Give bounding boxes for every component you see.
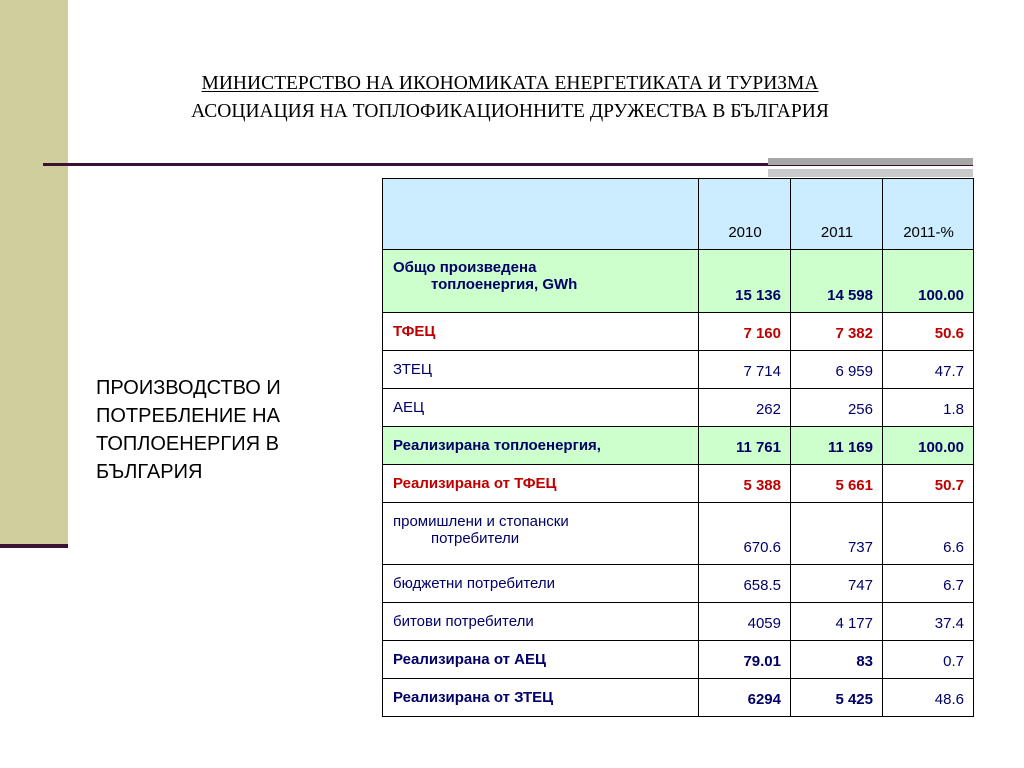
cell-2011: 7 382 (791, 313, 883, 351)
table-row (383, 313, 974, 351)
table-row (383, 679, 974, 717)
row-label-line2: потребители (431, 530, 520, 547)
table-row (383, 427, 974, 465)
row-label: АЕЦ (383, 389, 699, 427)
cell-2010: 11 761 (699, 427, 791, 465)
row-label: Реализирана от ЗТЕЦ (383, 679, 699, 717)
energy-table (382, 178, 974, 717)
side-title: ПРОИЗВОДСТВО И ПОТРЕБЛЕНИЕ НА ТОПЛОЕНЕРГИЯ В БЪЛГАРИЯ (96, 377, 281, 483)
cell-pct: 37.4 (883, 603, 974, 641)
row-label: Реализирана топлоенергия, (383, 427, 699, 465)
table-row (383, 351, 974, 389)
row-label: Реализирана от АЕЦ (383, 641, 699, 679)
table-row (383, 565, 974, 603)
cell-pct: 1.8 (883, 389, 974, 427)
cell-2010: 658.5 (699, 565, 791, 603)
cell-2011: 14 598 (791, 250, 883, 313)
cell-2011: 11 169 (791, 427, 883, 465)
cell-2010: 7 714 (699, 351, 791, 389)
cell-pct: 100.00 (883, 250, 974, 313)
cell-2010: 5 388 (699, 465, 791, 503)
cell-2010: 262 (699, 389, 791, 427)
table-row (383, 641, 974, 679)
header-cell-2011-pct: 2011-% (883, 179, 974, 250)
cell-pct: 6.7 (883, 565, 974, 603)
cell-pct: 100.00 (883, 427, 974, 465)
cell-2011: 83 (791, 641, 883, 679)
table-row (383, 389, 974, 427)
cell-pct: 48.6 (883, 679, 974, 717)
row-label-line1: Общо произведена (393, 259, 537, 276)
cell-2010: 79.01 (699, 641, 791, 679)
table-row (383, 465, 974, 503)
row-label (383, 250, 699, 313)
header-decor-block (768, 158, 973, 177)
page-title (60, 70, 960, 126)
table-header-row (383, 179, 974, 250)
table-row (383, 603, 974, 641)
left-decor-bar (0, 0, 68, 545)
left-decor-line (0, 544, 68, 548)
row-label: битови потребители (383, 603, 699, 641)
header-cell-empty (383, 179, 699, 250)
row-label: ТФЕЦ (383, 313, 699, 351)
cell-2011: 737 (791, 503, 883, 565)
row-label: ЗТЕЦ (383, 351, 699, 389)
title-line-1: МИНИСТЕРСТВО НА ИКОНОМИКАТА ЕНЕРГЕТИКАТА И ТУРИЗМА (201, 73, 819, 94)
row-label-line1: промишлени и стопански (393, 513, 569, 530)
cell-pct: 47.7 (883, 351, 974, 389)
row-label: Реализирана от ТФЕЦ (383, 465, 699, 503)
cell-2010: 6294 (699, 679, 791, 717)
cell-pct: 50.6 (883, 313, 974, 351)
row-label-line2: топлоенергия, GWh (431, 276, 578, 293)
row-label: бюджетни потребители (383, 565, 699, 603)
cell-2011: 4 177 (791, 603, 883, 641)
cell-2011: 256 (791, 389, 883, 427)
cell-pct: 50.7 (883, 465, 974, 503)
header-cell-2010: 2010 (699, 179, 791, 250)
cell-2010: 7 160 (699, 313, 791, 351)
cell-2010: 670.6 (699, 503, 791, 565)
table-row (383, 250, 974, 313)
cell-2011: 5 661 (791, 465, 883, 503)
cell-pct: 6.6 (883, 503, 974, 565)
cell-2010: 4059 (699, 603, 791, 641)
cell-2010: 15 136 (699, 250, 791, 313)
cell-2011: 747 (791, 565, 883, 603)
cell-pct: 0.7 (883, 641, 974, 679)
table-row (383, 503, 974, 565)
header-cell-2011: 2011 (791, 179, 883, 250)
title-line-2: АСОЦИАЦИЯ НА ТОПЛОФИКАЦИОННИТЕ ДРУЖЕСТВА В БЪЛГАРИЯ (191, 101, 829, 122)
cell-2011: 5 425 (791, 679, 883, 717)
row-label (383, 503, 699, 565)
cell-2011: 6 959 (791, 351, 883, 389)
